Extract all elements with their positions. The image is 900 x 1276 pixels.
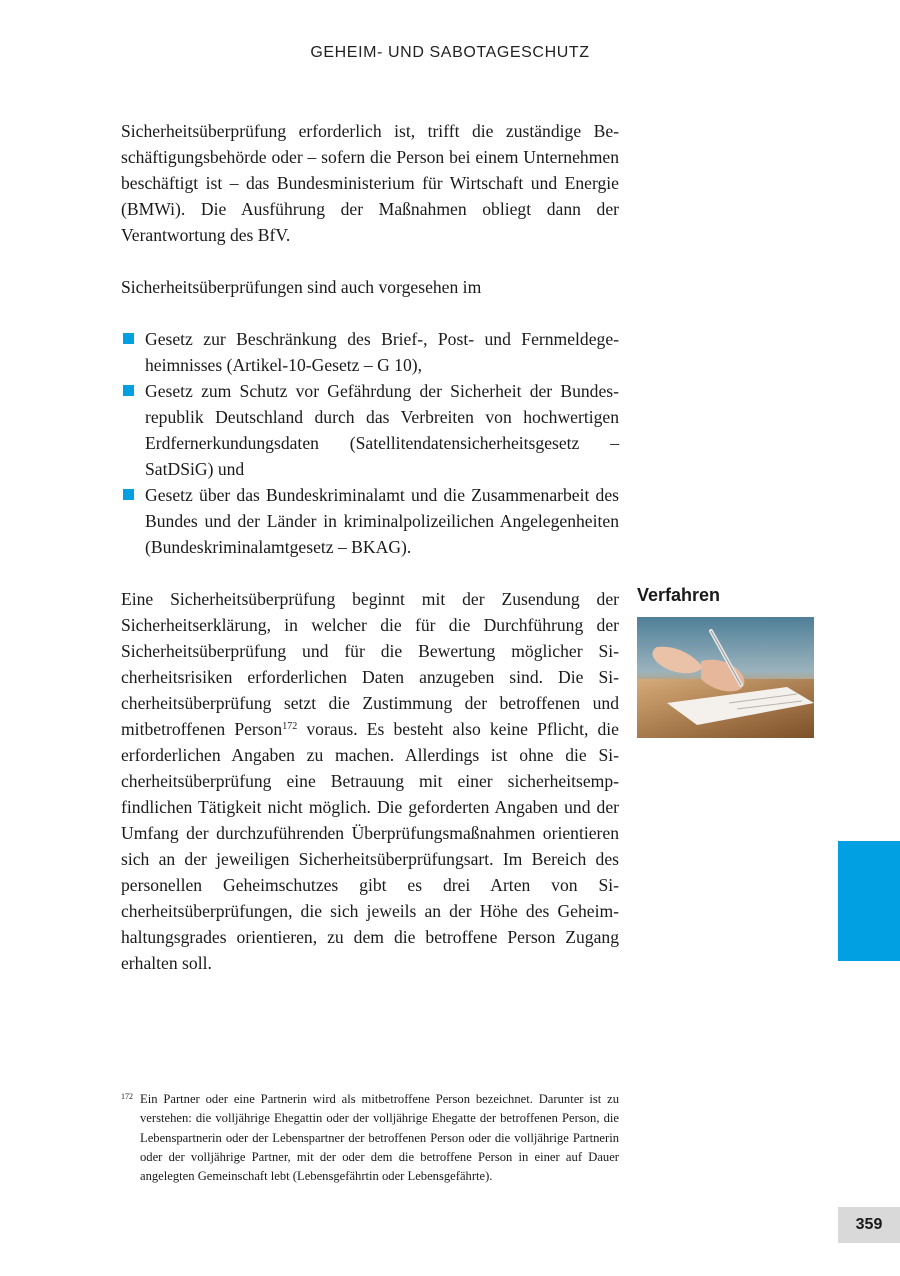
list-item-text: Gesetz zur Beschränkung des Brief-, Post- und Fernmeldegeheimnisses (Artikel-10-Gesetz – G 10), xyxy=(145,329,619,375)
list-item-text: Gesetz zum Schutz vor Gefährdung der Sicherheit der Bundesrepublik Deutschland durch das Verbreiten von hochwertigen Erdfernerkundungsdaten (Satellitendatensicherheitsgesetz – SatDSiG) und xyxy=(145,381,619,479)
body-paragraph-2: Sicherheitsüberprüfungen sind auch vorgesehen im xyxy=(121,277,482,297)
footnote xyxy=(121,1090,619,1186)
bullet-square-icon xyxy=(123,489,134,500)
paragraph-text: voraus. Es besteht also keine Pflicht, die erforderlichen Angaben zu machen. Allerdings ist ohne die Sicherheitsüberprüfung eine Betrauung mit einer sicherheitsempfindlichen Tätigkeit nicht möglich. Die geforderten Angaben und der Umfang der durchzuführenden Überprüfungsmaßnahmen orientieren sich an der jeweiligen Sicherheitsüberprüfungsart. Im Bereich des personellen Geheimschutzes gibt es drei Arten von Sicherheitsüberprüfungen, die sich jeweils an der Höhe des Geheimhaltungsgrades orientieren, zu dem die betroffene Person Zugang erhalten soll. xyxy=(121,719,619,973)
body-paragraph-3 xyxy=(121,586,619,976)
list-item-text: Gesetz über das Bundeskriminalamt und die Zusammenarbeit des Bundes und der Länder in kriminalpolizeilichen Angelegenheiten (Bundeskriminalamtgesetz – BKAG). xyxy=(145,485,619,557)
footnote-text: Ein Partner oder eine Partnerin wird als mitbetroffene Person bezeichnet. Darunter ist zu verstehen: die volljährige Ehegattin oder der volljährige Ehegatte der betroffenen Person, die Lebenspartnerin oder der Lebenspartner der betroffenen Person oder die volljährige Partnerin oder der volljährige Partner, mit der oder dem die betroffene Person in einer auf Dauer angelegten Gemeinschaft lebt (Lebensgefährtin oder Lebensgefährte). xyxy=(140,1092,619,1184)
list-item xyxy=(121,378,619,482)
footnote-number: 172 xyxy=(121,1092,133,1101)
photo-hand-signing-document xyxy=(637,617,814,738)
page-number: 359 xyxy=(838,1207,900,1243)
bullet-list xyxy=(121,326,619,560)
bullet-square-icon xyxy=(123,385,134,396)
footnote-reference[interactable]: 172 xyxy=(282,721,298,732)
body-paragraph-1: Sicherheitsüberprüfung erforderlich ist, trifft die zuständige Beschäftigungsbehörde oder – sofern die Person bei einem Unternehmen beschäftigt ist – das Bundesministerium für Wirtschaft und Energie (BMWi). Die Ausführung der Maßnahmen obliegt dann der Verantwortung des BfV. xyxy=(121,121,619,245)
paragraph-text: Eine Sicherheitsüberprüfung beginnt mit der Zusendung der Sicherheitserklärung, in welcher die für die Durchführung der Sicherheitsüberprüfung und für die Bewertung möglicher Sicherheitsrisiken erforderlichen Daten anzugeben sind. Die Sicherheitsüberprüfung setzt die Zustimmung der betroffenen und mitbetroffenen Person xyxy=(121,589,619,739)
margin-heading: Verfahren xyxy=(637,585,721,605)
list-item xyxy=(121,326,619,378)
running-header: GEHEIM- UND SABOTAGESCHUTZ xyxy=(310,44,590,61)
list-item xyxy=(121,482,619,560)
chapter-tab-marker xyxy=(838,841,900,961)
bullet-square-icon xyxy=(123,333,134,344)
